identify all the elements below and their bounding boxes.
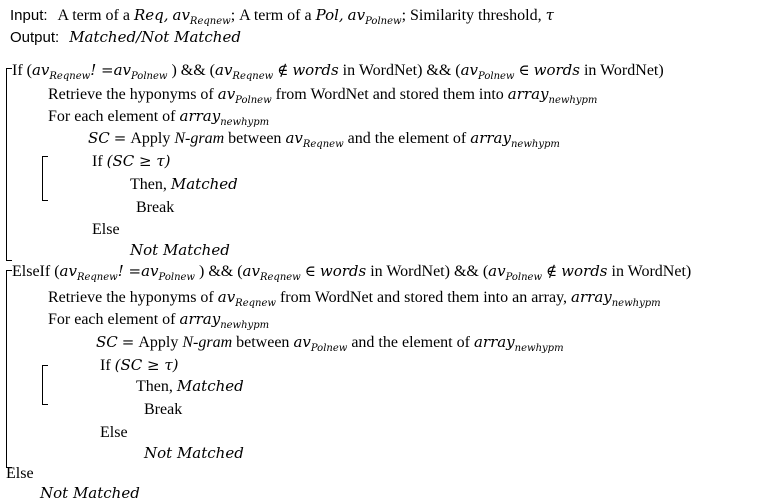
final-not-matched-line: Not Matched	[40, 484, 140, 502]
for-each-line-2: For each element of array$_{newhypm}$	[48, 310, 270, 331]
sc-line-1: SC = Apply N-gram between $av_{Reqnew}$ and the element of array$_{newhypm}$	[88, 129, 560, 150]
inner-if-bracket-2	[42, 365, 43, 405]
not-matched-line-2: Not Matched	[144, 444, 244, 462]
elseif-block-bracket	[6, 270, 7, 468]
if-keyword: If	[12, 62, 23, 79]
break-line-1: Break	[136, 199, 175, 216]
retrieve-line-1: Retrieve the hyponyms of $av_{Polnew}$ from WordNet and stored them into array$_{newhypm}$	[48, 85, 598, 106]
if-sc-line-1: If (SC ≥ τ)	[92, 152, 171, 170]
final-else-line: Else	[6, 465, 34, 482]
then-line-1: Then, Matched	[130, 175, 238, 193]
input-label: Input:	[10, 7, 48, 24]
if-condition-line: If ($av_{Reqnew}$! $=av_{Polnew}$ ) && ($av_{Reqnew}$ ∉ words in WordNet) && ($av_{Polnew}$ ∈ words in WordNet)	[12, 61, 664, 82]
not-matched-line-1: Not Matched	[130, 241, 230, 259]
if-block-bracket	[6, 68, 7, 261]
for-each-line-1: For each element of array$_{newhypm}$	[48, 107, 270, 128]
input-line: Input: A term of a Req, $av_{Reqnew}$; A term of a Pol, $av_{Polnew}$; Similarity threshold, τ	[10, 6, 554, 27]
if-sc-line-2: If (SC ≥ τ)	[100, 356, 179, 374]
else-line-2: Else	[100, 424, 128, 441]
output-label: Output:	[10, 29, 60, 46]
elseif-condition-line: ElseIf ($av_{Reqnew}$! $=av_{Polnew}$ ) && ($av_{Reqnew}$ ∈ words in WordNet) && ($av_{Polnew}$ ∉ words in WordNet)	[12, 262, 692, 283]
elseif-keyword: ElseIf	[12, 263, 51, 280]
else-line-1: Else	[92, 221, 120, 238]
retrieve-line-2: Retrieve the hyponyms of $av_{Reqnew}$ from WordNet and stored them into an array, array$_{newhypm}$	[48, 288, 661, 309]
break-line-2: Break	[144, 401, 183, 418]
sc-line-2: SC = Apply N-gram between $av_{Polnew}$ and the element of array$_{newhypm}$	[96, 333, 564, 354]
output-value: Matched/Not Matched	[69, 28, 241, 46]
output-line	[10, 30, 241, 46]
then-line-2: Then, Matched	[136, 377, 244, 395]
inner-if-bracket-1	[42, 156, 43, 201]
